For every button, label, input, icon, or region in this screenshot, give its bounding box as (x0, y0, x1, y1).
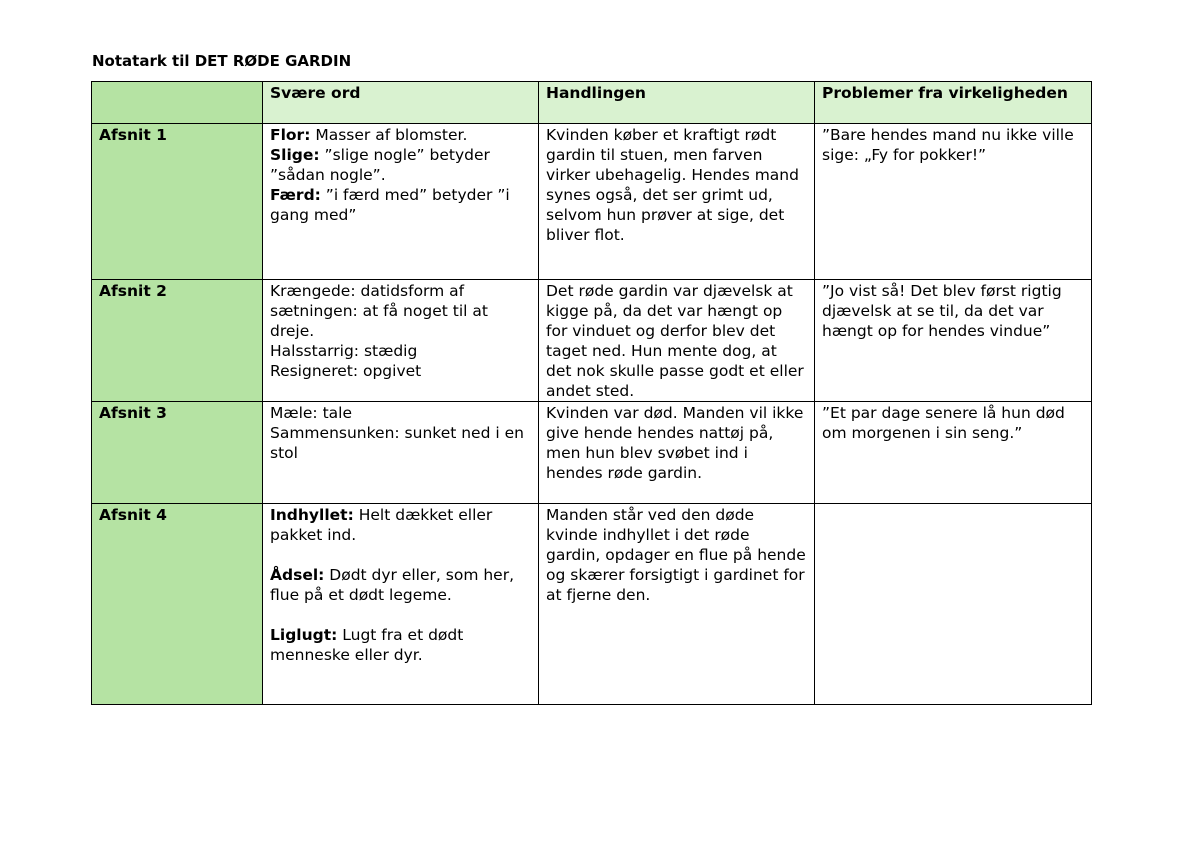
table-row (92, 504, 1092, 705)
word-term: Færd: (270, 186, 321, 204)
word-definition: ”i færd med” betyder ”i gang med” (270, 186, 510, 224)
table-row (92, 402, 1092, 504)
word-entry (270, 505, 531, 545)
table-row (92, 124, 1092, 280)
word-entry (270, 565, 531, 605)
word-entry: Halsstarrig: stædig (270, 342, 418, 360)
word-definition: Dødt dyr eller, som her, flue på et dødt legeme. (270, 566, 514, 604)
word-term: Liglugt: (270, 626, 338, 644)
word-term: Ådsel: (270, 566, 325, 584)
table-row (92, 280, 1092, 402)
word-term: Slige: (270, 146, 320, 164)
word-term: Flor: (270, 126, 311, 144)
section-label: Afsnit 1 (92, 124, 263, 280)
document-title: Notatark til DET RØDE GARDIN (92, 52, 352, 70)
word-entry: Mæle: tale (270, 404, 353, 422)
notes-table (91, 81, 1092, 705)
word-definition: Helt dækket eller pakket ind. (270, 506, 493, 544)
word-entry: Krængede: datidsform af sætningen: at få noget til at dreje. (270, 282, 488, 340)
word-definition: ”slige nogle” betyder ”sådan nogle”. (270, 146, 490, 184)
word-entry: Resigneret: opgivet (270, 362, 422, 380)
reality-cell (815, 504, 1092, 705)
word-entry: Sammensunken: sunket ned i en stol (270, 424, 524, 462)
table-header-row (92, 82, 1092, 124)
word-entry (270, 185, 531, 225)
word-entry (270, 625, 531, 665)
header-difficult-words: Svære ord (263, 82, 539, 124)
word-term: Indhyllet: (270, 506, 354, 524)
reality-cell: ”Bare hendes mand nu ikke ville sige: „Fy for pokker!” (815, 124, 1092, 280)
difficult-words-cell (263, 504, 539, 705)
plot-cell: Det røde gardin var djævelsk at kigge på, da det var hængt op for vinduet og derfor blev det taget ned. Hun mente dog, at det nok skulle passe godt et eller andet sted. (539, 280, 815, 402)
word-entry (270, 145, 531, 185)
section-label: Afsnit 3 (92, 402, 263, 504)
difficult-words-cell (263, 124, 539, 280)
header-corner-cell (92, 82, 263, 124)
word-definition: Masser af blomster. (310, 126, 468, 144)
spacer (270, 545, 531, 565)
difficult-words-cell (263, 402, 539, 504)
header-real-problems: Problemer fra virkeligheden (815, 82, 1092, 124)
word-entry (270, 125, 531, 145)
difficult-words-cell (263, 280, 539, 402)
plot-cell: Kvinden køber et kraftigt rødt gardin til stuen, men farven virker ubehagelig. Hendes mand synes også, det ser grimt ud, selvom hun prøver at sige, det bliver flot. (539, 124, 815, 280)
word-definition: Lugt fra et dødt menneske eller dyr. (270, 626, 464, 664)
plot-cell: Kvinden var død. Manden vil ikke give hende hendes nattøj på, men hun blev svøbet ind i hendes røde gardin. (539, 402, 815, 504)
reality-cell: ”Jo vist så! Det blev først rigtig djævelsk at se til, da det var hængt op for hendes vindue” (815, 280, 1092, 402)
reality-cell: ”Et par dage senere lå hun død om morgenen i sin seng.” (815, 402, 1092, 504)
plot-cell: Manden står ved den døde kvinde indhyllet i det røde gardin, opdager en flue på hende og skærer forsigtigt i gardinet for at fjerne den. (539, 504, 815, 705)
section-label: Afsnit 4 (92, 504, 263, 705)
header-plot: Handlingen (539, 82, 815, 124)
section-label: Afsnit 2 (92, 280, 263, 402)
spacer (270, 605, 531, 625)
